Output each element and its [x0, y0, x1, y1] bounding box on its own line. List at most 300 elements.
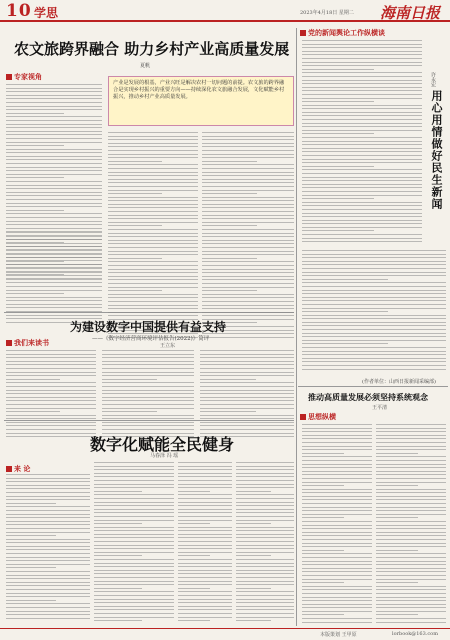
- text-line: [376, 611, 446, 612]
- text-line: [6, 557, 90, 558]
- text-line: [302, 478, 372, 479]
- text-line: [178, 473, 232, 474]
- text-line: [376, 604, 446, 605]
- text-line: [94, 563, 174, 564]
- text-line: [302, 308, 446, 309]
- text-line: [302, 94, 422, 95]
- text-line: [94, 491, 142, 492]
- text-line: [102, 379, 157, 380]
- text-line: [94, 484, 174, 485]
- text-line: [6, 120, 102, 121]
- text-line: [178, 534, 232, 535]
- text-line: [200, 425, 294, 426]
- text-line: [302, 223, 422, 224]
- text-line: [236, 602, 294, 603]
- text-line: [236, 548, 294, 549]
- text-line: [302, 343, 388, 344]
- text-line: [302, 428, 372, 429]
- article-2-title: 为建设数字中国提供有益支持: [70, 320, 227, 334]
- text-line: [236, 606, 294, 607]
- text-line: [178, 502, 232, 503]
- text-line: [376, 464, 446, 465]
- text-line: [108, 175, 198, 176]
- text-line: [202, 254, 294, 255]
- text-line: [6, 404, 96, 405]
- tag-square-icon: [6, 466, 12, 472]
- text-line: [236, 520, 294, 521]
- text-line: [302, 424, 372, 425]
- text-line: [6, 293, 64, 294]
- text-line: [6, 524, 90, 525]
- text-line: [236, 609, 294, 610]
- right-column-body-mid: [302, 250, 446, 372]
- text-line: [302, 65, 422, 66]
- text-line: [6, 188, 102, 189]
- text-line: [202, 168, 294, 169]
- issue-date: 2023年4月18日 星期二: [300, 10, 354, 16]
- text-line: [302, 54, 422, 55]
- text-line: [302, 442, 372, 443]
- text-line: [6, 149, 102, 150]
- text-line: [236, 534, 294, 535]
- text-line: [302, 557, 372, 558]
- article-2-tag: [6, 338, 49, 348]
- text-line: [236, 516, 294, 517]
- article-3-byline: 马春泽 冯 瑶: [150, 453, 179, 459]
- text-line: [302, 431, 372, 432]
- text-line: [6, 549, 90, 550]
- text-line: [302, 58, 422, 59]
- text-line: [200, 400, 294, 401]
- text-line: [202, 236, 294, 237]
- text-line: [108, 308, 198, 309]
- text-line: [302, 69, 374, 70]
- text-line: [202, 276, 294, 277]
- text-line: [302, 358, 446, 359]
- text-line: [6, 246, 102, 247]
- right-row-divider: [298, 386, 448, 387]
- text-line: [6, 177, 64, 178]
- text-line: [202, 204, 294, 205]
- text-line: [376, 449, 446, 450]
- text-line: [6, 213, 102, 214]
- text-line: [376, 553, 446, 554]
- text-line: [178, 555, 210, 556]
- text-line: [108, 261, 198, 262]
- text-line: [6, 113, 64, 114]
- text-line: [302, 546, 372, 547]
- text-line: [200, 418, 294, 419]
- text-line: [6, 528, 90, 529]
- text-line: [302, 47, 422, 48]
- text-line: [94, 570, 174, 571]
- text-line: [108, 233, 198, 234]
- text-line: [302, 336, 446, 337]
- text-line: [108, 132, 198, 133]
- text-line: [6, 106, 102, 107]
- text-line: [202, 164, 294, 165]
- text-line: [236, 473, 294, 474]
- text-line: [376, 478, 446, 479]
- text-line: [302, 503, 372, 504]
- text-line: [94, 469, 174, 470]
- text-line: [200, 382, 294, 383]
- text-line: [108, 146, 198, 147]
- text-line: [178, 498, 232, 499]
- text-line: [376, 597, 446, 598]
- text-line: [302, 286, 446, 287]
- text-line: [236, 599, 294, 600]
- text-line: [376, 482, 446, 483]
- text-line: [102, 404, 194, 405]
- text-line: [178, 462, 232, 463]
- text-line: [108, 200, 198, 201]
- text-line: [302, 453, 344, 454]
- text-line: [202, 251, 294, 252]
- article-1-byline: 夏帆: [140, 63, 151, 69]
- text-line: [202, 269, 294, 270]
- text-line: [200, 411, 256, 412]
- right-bottom-title: 推动高质量发展必须坚持系统观念: [308, 392, 428, 402]
- text-line: [302, 564, 372, 565]
- text-line: [178, 620, 210, 621]
- text-line: [108, 229, 198, 230]
- text-line: [202, 186, 294, 187]
- text-line: [302, 83, 422, 84]
- text-line: [6, 102, 102, 103]
- text-line: [302, 568, 372, 569]
- text-line: [6, 567, 56, 568]
- text-line: [302, 311, 388, 312]
- text-line: [376, 535, 446, 536]
- text-line: [202, 154, 294, 155]
- text-line: [108, 265, 198, 266]
- text-line: [6, 275, 102, 276]
- text-line: [94, 545, 174, 546]
- text-line: [6, 553, 90, 554]
- text-line: [200, 357, 294, 358]
- text-line: [108, 179, 198, 180]
- text-line: [102, 425, 194, 426]
- text-line: [6, 400, 96, 401]
- text-line: [236, 559, 294, 560]
- text-line: [202, 305, 294, 306]
- text-line: [6, 499, 90, 500]
- text-line: [302, 507, 372, 508]
- text-line: [6, 397, 96, 398]
- text-line: [302, 173, 422, 174]
- text-line: [202, 132, 294, 133]
- text-line: [376, 600, 446, 601]
- text-line: [302, 464, 372, 465]
- text-line: [302, 532, 372, 533]
- text-line: [200, 386, 294, 387]
- text-line: [236, 523, 271, 524]
- text-line: [202, 175, 294, 176]
- text-line: [102, 357, 194, 358]
- text-line: [376, 543, 446, 544]
- text-line: [302, 351, 446, 352]
- text-line: [202, 229, 294, 230]
- text-line: [108, 172, 198, 173]
- text-line: [6, 350, 96, 351]
- text-line: [108, 236, 198, 237]
- text-line: [108, 258, 162, 259]
- text-line: [108, 247, 198, 248]
- text-line: [376, 517, 418, 518]
- text-line: [178, 559, 232, 560]
- text-line: [178, 530, 232, 531]
- text-line: [302, 329, 446, 330]
- text-line: [94, 584, 174, 585]
- text-line: [376, 503, 446, 504]
- text-line: [376, 586, 446, 587]
- text-line: [302, 198, 374, 199]
- text-line: [376, 460, 446, 461]
- text-line: [236, 541, 294, 542]
- text-line: [202, 139, 294, 140]
- text-line: [236, 588, 271, 589]
- text-line: [302, 213, 422, 214]
- text-line: [108, 139, 198, 140]
- text-line: [202, 294, 294, 295]
- text-line: [108, 161, 162, 162]
- text-line: [302, 133, 374, 134]
- text-line: [6, 124, 102, 125]
- text-line: [6, 236, 102, 237]
- text-line: [6, 375, 96, 376]
- text-line: [178, 548, 232, 549]
- text-line: [376, 424, 446, 425]
- text-line: [6, 393, 96, 394]
- text-line: [202, 337, 294, 338]
- text-line: [376, 571, 446, 572]
- text-line: [302, 535, 372, 536]
- text-line: [6, 131, 102, 132]
- tag-label: 我们来读书: [14, 338, 49, 347]
- text-line: [108, 193, 162, 194]
- text-line: [108, 279, 198, 280]
- text-line: [6, 510, 90, 511]
- text-line: [202, 172, 294, 173]
- text-line: [102, 411, 157, 412]
- text-line: [302, 115, 422, 116]
- text-line: [302, 618, 372, 619]
- text-line: [6, 425, 96, 426]
- text-line: [376, 456, 446, 457]
- text-line: [94, 613, 174, 614]
- text-line: [302, 151, 422, 152]
- text-line: [108, 312, 198, 313]
- text-line: [108, 315, 198, 316]
- text-line: [302, 496, 372, 497]
- footer-editor: 本版策划 王甲原: [320, 632, 357, 638]
- text-line: [302, 272, 446, 273]
- text-line: [6, 257, 102, 258]
- text-line: [302, 268, 446, 269]
- text-line: [94, 602, 174, 603]
- text-line: [178, 520, 232, 521]
- text-line: [302, 517, 344, 518]
- text-line: [178, 613, 232, 614]
- text-line: [302, 162, 422, 163]
- text-line: [6, 199, 102, 200]
- text-line: [202, 197, 294, 198]
- text-line: [236, 484, 294, 485]
- text-line: [302, 72, 422, 73]
- text-line: [236, 595, 294, 596]
- text-line: [94, 617, 174, 618]
- tag-square-icon: [300, 414, 306, 420]
- text-line: [6, 386, 96, 387]
- text-line: [178, 494, 232, 495]
- text-line: [302, 141, 422, 142]
- text-line: [202, 179, 294, 180]
- text-line: [6, 311, 102, 312]
- text-line: [108, 287, 198, 288]
- right-bottom-byline: 王平清: [372, 405, 388, 411]
- text-line: [6, 354, 96, 355]
- text-line: [302, 340, 446, 341]
- text-line: [302, 227, 422, 228]
- text-line: [6, 228, 102, 229]
- text-line: [200, 422, 294, 423]
- text-line: [200, 350, 294, 351]
- text-line: [302, 611, 372, 612]
- text-line: [236, 480, 294, 481]
- text-line: [302, 230, 374, 231]
- text-line: [200, 393, 294, 394]
- text-line: [302, 166, 374, 167]
- text-line: [108, 143, 198, 144]
- text-line: [6, 181, 102, 182]
- text-line: [94, 581, 174, 582]
- text-line: [108, 168, 198, 169]
- text-line: [94, 505, 174, 506]
- text-line: [302, 492, 372, 493]
- text-line: [108, 164, 198, 165]
- right-bottom-tag: [300, 412, 336, 422]
- text-line: [302, 550, 344, 551]
- text-line: [376, 521, 446, 522]
- text-line: [376, 582, 418, 583]
- text-line: [302, 607, 372, 608]
- article-3-tag: [6, 464, 30, 474]
- text-line: [178, 491, 210, 492]
- text-line: [6, 156, 102, 157]
- text-line: [94, 606, 174, 607]
- text-line: [302, 510, 372, 511]
- text-line: [302, 438, 372, 439]
- text-line: [108, 290, 162, 291]
- text-line: [108, 136, 198, 137]
- text-line: [6, 170, 102, 171]
- article-3-body-col2: [94, 462, 174, 624]
- text-line: [6, 297, 102, 298]
- text-line: [236, 466, 294, 467]
- text-line: [200, 372, 294, 373]
- section-name: 学思: [34, 6, 59, 20]
- text-line: [202, 240, 294, 241]
- text-line: [236, 494, 294, 495]
- text-line: [102, 375, 194, 376]
- text-line: [236, 613, 294, 614]
- text-line: [108, 207, 198, 208]
- text-line: [6, 390, 96, 391]
- text-line: [6, 478, 90, 479]
- text-line: [6, 382, 96, 383]
- text-line: [6, 485, 90, 486]
- text-line: [178, 563, 232, 564]
- text-line: [6, 600, 56, 601]
- text-line: [302, 101, 374, 102]
- text-line: [94, 487, 174, 488]
- text-line: [178, 523, 210, 524]
- text-line: [302, 40, 422, 41]
- text-line: [302, 297, 446, 298]
- text-line: [202, 233, 294, 234]
- text-line: [6, 535, 56, 536]
- text-line: [6, 488, 90, 489]
- text-line: [6, 250, 102, 251]
- text-line: [6, 607, 90, 608]
- text-line: [102, 408, 194, 409]
- article-1-body-col2b: [6, 232, 102, 325]
- text-line: [6, 539, 90, 540]
- text-line: [6, 315, 102, 316]
- text-line: [376, 496, 446, 497]
- text-line: [6, 300, 102, 301]
- text-line: [6, 159, 102, 160]
- tag-square-icon: [300, 30, 306, 36]
- text-line: [236, 491, 271, 492]
- article-3-body-col3: [178, 462, 232, 624]
- text-line: [302, 333, 446, 334]
- text-line: [102, 361, 194, 362]
- text-line: [94, 566, 174, 567]
- text-line: [94, 577, 174, 578]
- text-line: [94, 466, 174, 467]
- text-line: [94, 534, 174, 535]
- text-line: [236, 487, 294, 488]
- text-line: [302, 180, 422, 181]
- text-line: [94, 530, 174, 531]
- text-line: [302, 220, 422, 221]
- text-line: [178, 509, 232, 510]
- text-line: [94, 509, 174, 510]
- text-line: [302, 489, 372, 490]
- text-line: [302, 254, 446, 255]
- tag-square-icon: [6, 74, 12, 80]
- tag-label: 来 论: [14, 464, 31, 473]
- text-line: [94, 559, 174, 560]
- text-line: [200, 415, 294, 416]
- text-line: [102, 397, 194, 398]
- text-line: [302, 148, 422, 149]
- text-line: [376, 568, 446, 569]
- text-line: [202, 211, 294, 212]
- text-line: [302, 293, 446, 294]
- text-line: [202, 308, 294, 309]
- text-line: [6, 264, 102, 265]
- text-line: [202, 136, 294, 137]
- right-column-vertical-title: 用心用情做好民生新闻: [430, 90, 443, 210]
- text-line: [302, 202, 422, 203]
- text-line: [6, 368, 96, 369]
- text-line: [302, 582, 344, 583]
- text-line: [6, 357, 96, 358]
- text-line: [6, 408, 96, 409]
